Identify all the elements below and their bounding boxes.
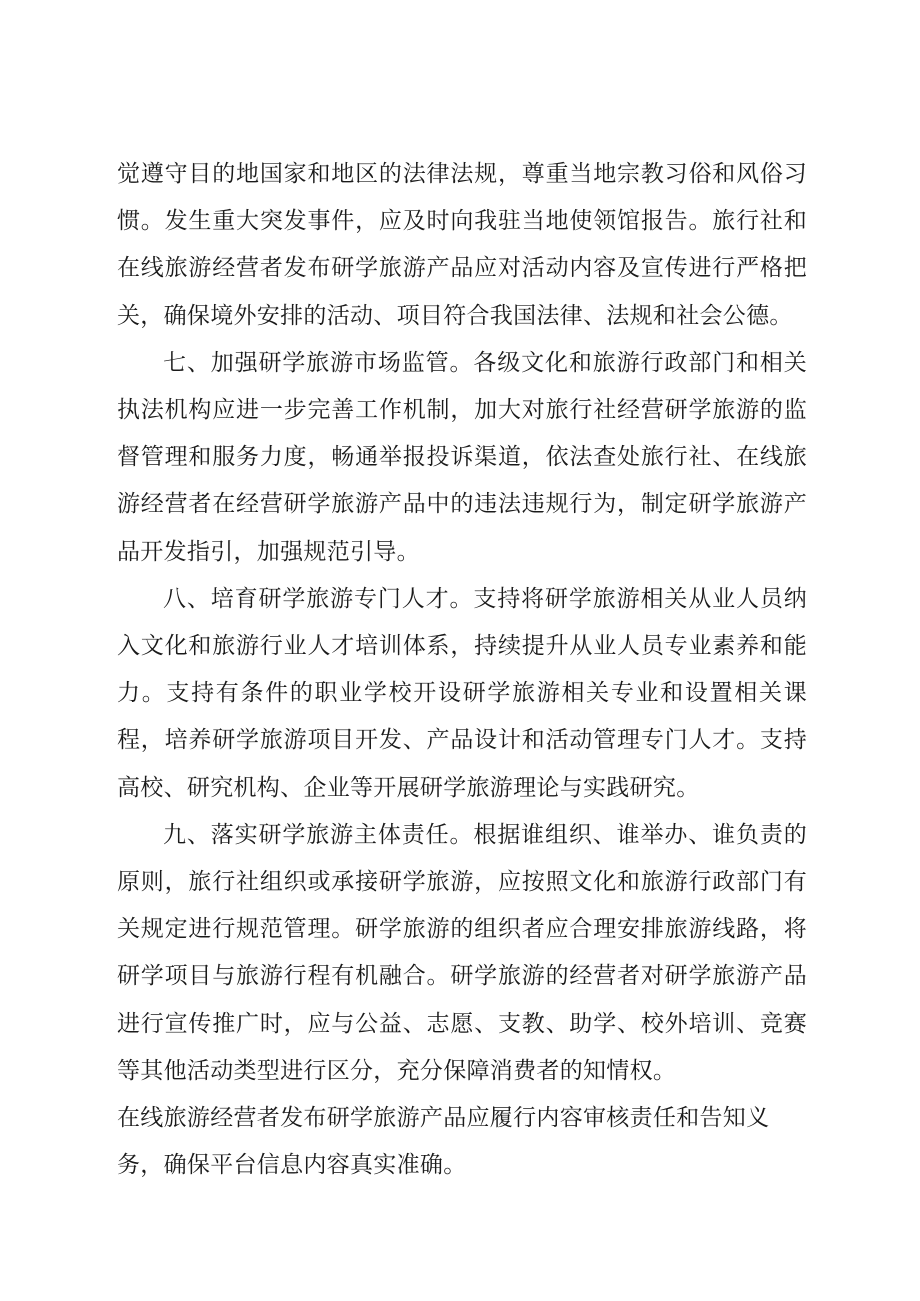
paragraph-nine: 九、落实研学旅游主体责任。根据谁组织、谁举办、谁负责的原则，旅行社组织或承接研学旅游，应按照文化和旅游行政部门有关规定进行规范管理。研学旅游的组织者应合理安排旅游线路，将研学项目与旅游行程有机融合。研学旅游的经营者对研学旅游产品进行宣传推广时，应与公益、志愿、支教、助学、校外培训、竞赛等其他活动类型进行区分，充分保障消费者的知情权。 <box>117 821 807 1084</box>
paragraph-seven: 七、加强研学旅游市场监管。各级文化和旅游行政部门和相关执法机构应进一步完善工作机制，加大对旅行社经营研学旅游的监督管理和服务力度，畅通举报投诉渠道，依法查处旅行社、在线旅游经营者在经营研学旅游产品中的违法违规行为，制定研学旅游产品开发指引，加强规范引导。 <box>117 349 807 565</box>
paragraph-continuation: 觉遵守目的地国家和地区的法律法规，尊重当地宗教习俗和风俗习惯。发生重大突发事件，应及时向我驻当地使领馆报告。旅行社和在线旅游经营者发布研学旅游产品应对活动内容及宣传进行严格把关，确保境外安排的活动、项目符合我国法律、法规和社会公德。 <box>117 161 807 329</box>
document-body <box>117 151 807 1189</box>
paragraph-eight: 八、培育研学旅游专门人才。支持将研学旅游相关从业人员纳入文化和旅游行业人才培训体系，持续提升从业人员专业素养和能力。支持有条件的职业学校开设研学旅游相关专业和设置相关课程，培养研学旅游项目开发、产品设计和活动管理专门人才。支持高校、研究机构、企业等开展研学旅游理论与实践研究。 <box>117 585 807 801</box>
paragraph-tail: 在线旅游经营者发布研学旅游产品应履行内容审核责任和告知义务，确保平台信息内容真实准确。 <box>117 1105 770 1179</box>
